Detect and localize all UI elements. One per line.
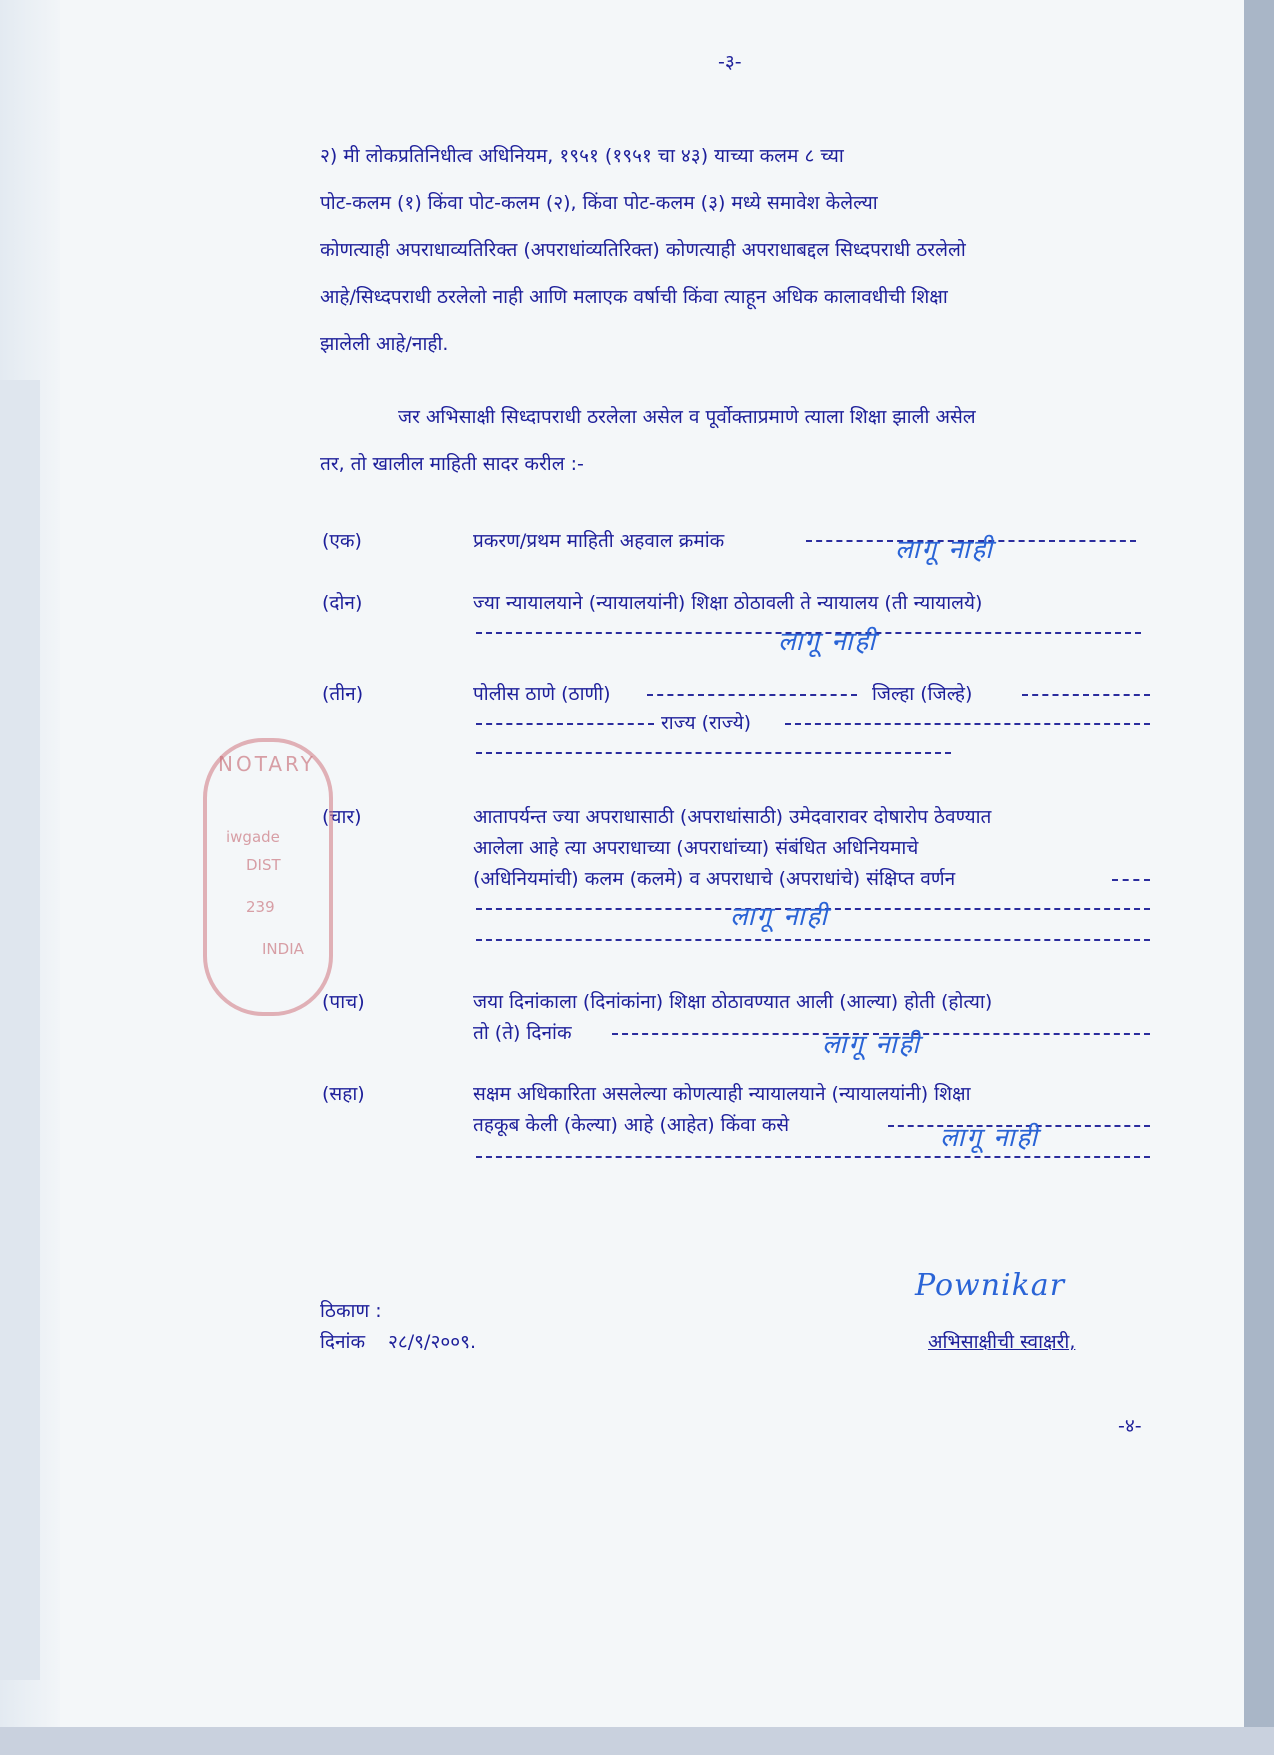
- item-2-number: (दोन): [322, 592, 363, 614]
- item-3-blank-4: [785, 723, 1150, 725]
- item-3-police-station: पोलीस ठाणे (ठाणी): [473, 683, 611, 705]
- item-6-number: (सहा): [322, 1083, 365, 1105]
- item-3-state: राज्य (राज्ये): [661, 712, 752, 734]
- stamp-line-2: iwgade: [226, 828, 280, 846]
- stamp-line-5: INDIA: [262, 940, 304, 958]
- item-5-line-1: जया दिनांकाला (दिनांकांना) शिक्षा ठोठावण्यात आली (आल्या) होती (होत्या): [473, 991, 993, 1013]
- page-number: -३-: [718, 51, 742, 73]
- signature: Pownikar: [915, 1268, 1066, 1303]
- stamp-line-1: NOTARY: [218, 752, 316, 776]
- item-5-line-2: तो (ते) दिनांक: [473, 1022, 572, 1044]
- date-value: २८/९/२००९.: [388, 1331, 477, 1353]
- item-5-number: (पाच): [322, 991, 365, 1013]
- next-page-number: -४-: [1118, 1415, 1142, 1437]
- item-6-line-1: सक्षम अधिकारिता असलेल्या कोणत्याही न्यायालयाने (न्यायालयांनी) शिक्षा: [473, 1083, 971, 1105]
- item-4-line-2: आलेला आहे त्या अपराधाच्या (अपराधांच्या) संबंधित अधिनियमाचे: [473, 837, 919, 859]
- item-3-district: जिल्हा (जिल्हे): [872, 683, 973, 705]
- intro-line-1: जर अभिसाक्षी सिध्दापराधी ठरलेला असेल व पूर्वोक्ताप्रमाणे त्याला शिक्षा झाली असेल: [398, 406, 976, 428]
- item-4-blank-1: [1112, 879, 1150, 881]
- stamp-line-4: 239: [246, 898, 275, 916]
- date-label: दिनांक: [320, 1331, 366, 1353]
- item-4-number: (चार): [322, 806, 362, 828]
- intro-line-2: तर, तो खालील माहिती सादर करील :-: [320, 453, 584, 475]
- para2-line-5: झालेली आहे/नाही.: [320, 333, 449, 355]
- item-3-blank-5: [476, 752, 951, 754]
- para2-line-3: कोणत्याही अपराधाव्यतिरिक्त (अपराधांव्यतिरिक्त) कोणत्याही अपराधाबद्दल सिध्दपराधी ठरलेलो: [320, 239, 966, 261]
- item-1-number: (एक): [322, 530, 362, 552]
- item-3-blank-1: [647, 694, 857, 696]
- item-2-text: ज्या न्यायालयाने (न्यायालयांनी) शिक्षा ठोठावली ते न्यायालय (ती न्यायालये): [473, 592, 983, 614]
- item-1-text: प्रकरण/प्रथम माहिती अहवाल क्रमांक: [473, 530, 725, 552]
- item-4-line-1: आतापर्यन्त ज्या अपराधासाठी (अपराधांसाठी) उमेदवारावर दोषारोप ठेवण्यात: [473, 806, 992, 828]
- scan-right-border: [1244, 0, 1274, 1755]
- page-fold-shadow: [0, 380, 40, 1680]
- para2-line-4: आहे/सिध्दपराधी ठरलेलो नाही आणि मलाएक वर्षाची किंवा त्याहून अधिक कालावधीची शिक्षा: [320, 286, 948, 308]
- signature-label: अभिसाक्षीची स्वाक्षरी,: [928, 1331, 1076, 1353]
- para2-line-2: पोट-कलम (१) किंवा पोट-कलम (२), किंवा पोट-कलम (३) मध्ये समावेश केलेल्या: [320, 192, 878, 214]
- item-6-line-2: तहकूब केली (केल्या) आहे (आहेत) किंवा कसे: [473, 1114, 790, 1136]
- item-6-blank-2: [476, 1156, 1150, 1158]
- item-4-handwritten: लागू नाही: [730, 902, 829, 932]
- notary-stamp: [203, 738, 333, 1016]
- item-3-number: (तीन): [322, 683, 364, 705]
- scan-bottom-border: [0, 1727, 1274, 1755]
- item-1-handwritten: लागू नाही: [895, 535, 994, 565]
- item-2-handwritten: लागू नाही: [778, 627, 877, 657]
- stamp-line-3: DIST: [246, 856, 281, 874]
- item-4-blank-3: [476, 939, 1150, 941]
- place-label: ठिकाण :: [320, 1300, 382, 1322]
- item-3-blank-2: [1022, 694, 1150, 696]
- item-4-line-3: (अधिनियमांची) कलम (कलमे) व अपराधाचे (अपराधांचे) संक्षिप्त वर्णन: [473, 868, 956, 890]
- para2-line-1: २) मी लोकप्रतिनिधीत्व अधिनियम, १९५१ (१९५१ चा ४३) याच्या कलम ८ च्या: [320, 145, 844, 167]
- item-6-handwritten: लागू नाही: [940, 1123, 1039, 1153]
- item-3-blank-3: [476, 723, 654, 725]
- item-5-handwritten: लागू नाही: [822, 1030, 921, 1060]
